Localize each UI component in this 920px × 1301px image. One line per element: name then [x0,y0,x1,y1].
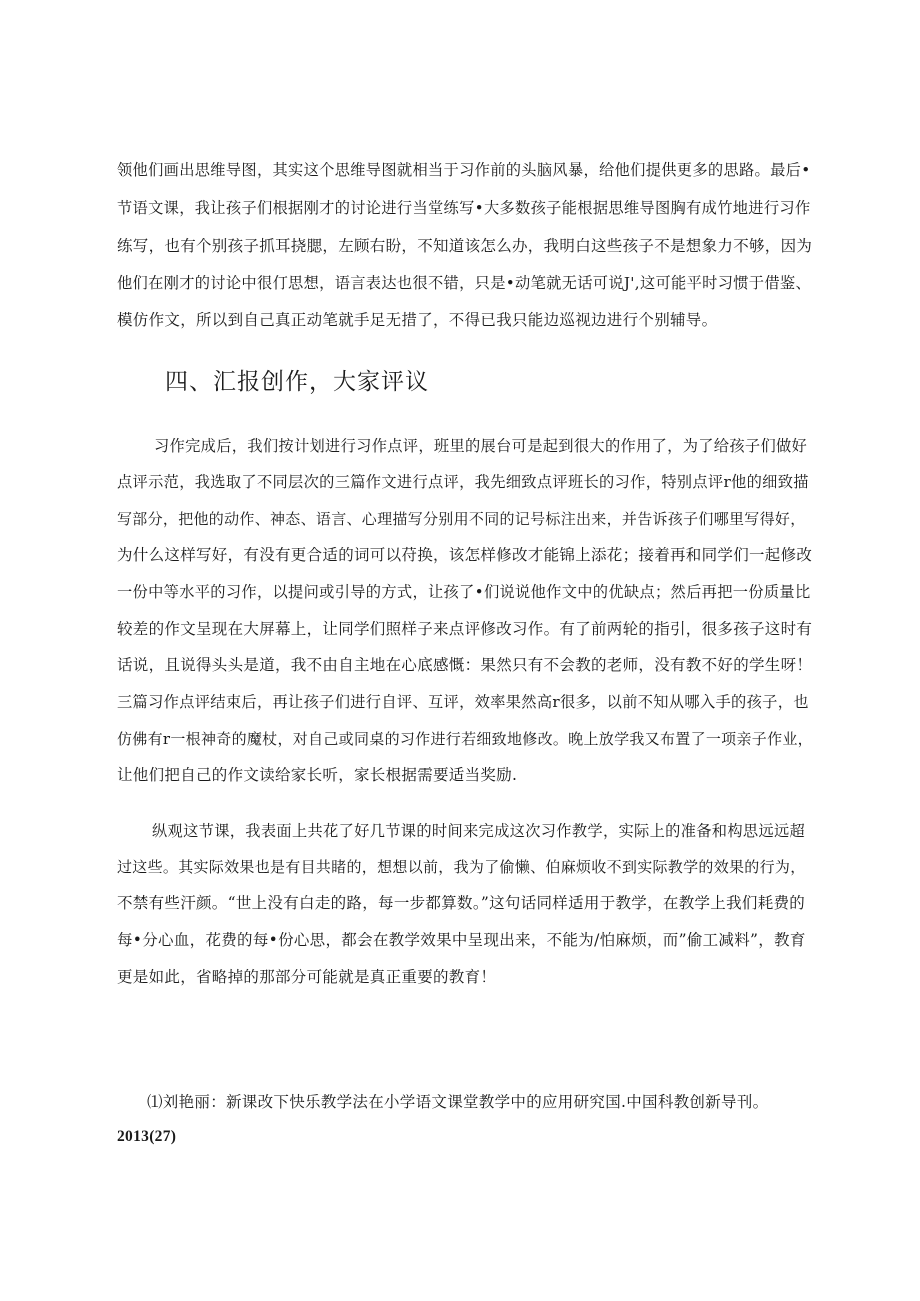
paragraph-1-line-4: 他们在刚才的讨论中很仃思想，语言表达也很不错，只是•动笔就无话可说J',这可能平时习惯于借鉴、 [117,274,811,292]
section-heading: 四、汇报创作，大家评议 [165,369,429,395]
paragraph-2-line-6: 较差的作文呈现在大屏幕上，让同学们照样子来点评修改习作。有了前两轮的指引，很多孩子这时有 [117,620,813,638]
paragraph-2-line-5: 一份中等水平的习作，以提问或引导的方式，让孩了•们说说他作文中的优缺点；然后再把一份质量比 [117,583,811,601]
paragraph-2-line-7: 话说，且说得头头是道，我不由自主地在心底感慨：果然只有不会教的老师，没有教不好的学生呀！ [117,656,813,674]
paragraph-1-line-3: 练写，也有个别孩子抓耳挠腮，左顾右盼，不知道该怎么办，我明白这些孩子不是想象力不够，因为 [117,237,813,255]
paragraph-2-line-8: 三篇习作点评结束后，再让孩子们进行自评、互评，效率果然高r很多，以前不知从哪入手的孩子，也 [117,693,809,711]
paragraph-2-line-1: 习作完成后，我们按计划进行习作点评，班里的展台可是起到很大的作用了，为了给孩子们做好 [154,437,808,455]
paragraph-3-line-1: 纵观这节课，我表面上共花了好几节课的时间来完成这次习作教学，实际上的准备和构思远远超 [152,822,806,840]
paragraph-2-line-3: 写部分，把他的动作、神态、语言、心理描写分别用不同的记号标注出来，并告诉孩子们哪里写得好， [117,510,806,528]
paragraph-3-line-4: 每•分心血，花费的每•份心思，都会在教学效果中呈现出来，不能为/怕麻烦，而”偷工减料”，教育 [117,931,806,949]
paragraph-3-line-5: 更是如此，省略掉的那部分可能就是真正重要的教育！ [117,968,497,986]
reference-text: ⑴刘艳丽：新课改下快乐教学法在小学语文课堂教学中的应用研究国.中国科教创新导刊。 [147,1093,769,1111]
paragraph-2-line-10: 让他们把自己的作文读给家长听，家长根据需要适当奖励. [117,766,518,784]
paragraph-2-line-4: 为什么这样写好，有没有更合适的词可以苻换，该怎样修改才能锦上添花；接着再和同学们一起修改 [117,546,813,564]
paragraph-3-line-2: 过这些。其实际效果也是有目共睹的，想想以前，我为了偷懒、伯麻烦收不到实际教学的效果的行为， [117,858,806,876]
paragraph-2-line-9: 仿佛有r一根神奇的魔杖，对自己或同桌的习作进行若细致地修改。晚上放学我又布置了一项亲子作业， [117,730,813,748]
reference-year-issue: 2013(27) [117,1128,177,1145]
paragraph-1-line-1: 领他们画出思维导图，其实这个思维导图就相当于习作前的头脑风暴，给他们提供更多的思路。最后• [117,161,811,179]
paragraph-1-line-5: 模仿作文，所以到自己真正动笔就手足无措了，不得已我只能边巡视边进行个别辅导。 [117,311,718,329]
paragraph-1-line-2: 节语文课，我让孩子们根据刚才的讨论进行当堂练写•大多数孩子能根据思维导图胸有成竹地进行习作 [117,199,811,217]
paragraph-2-line-2: 点评示范，我选取了不同层次的三篇作文进行点评，我先细致点评班长的习作，特别点评r他的细致描 [117,473,809,491]
paragraph-3-line-3: 不禁有些汗颜。“世上没有白走的路，每一步都算数。”这句话同样适用于教学，在教学上我们耗费的 [117,894,806,912]
